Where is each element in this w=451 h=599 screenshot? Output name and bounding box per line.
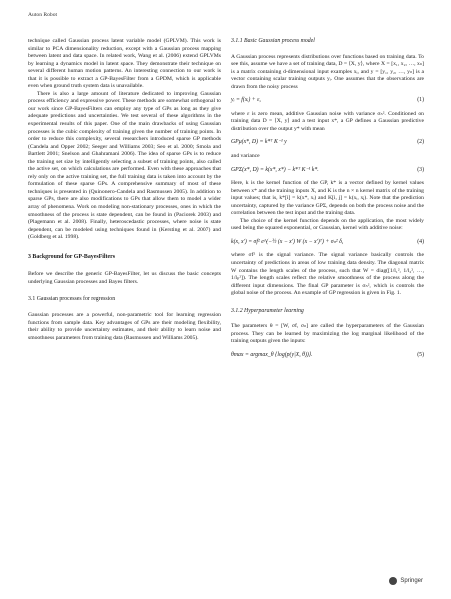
subsubsection-heading: 3.1.2 Hyperparameter learning bbox=[231, 307, 304, 314]
equation-body: θmax = argmax_θ {log(p(y|X, θ))}. bbox=[231, 351, 313, 358]
paragraph: Gaussian processes are a powerful, non-parametric tool for learning regression functions from sample data. Key advantages of GPs are their modeling flexibility, their ability to provide uncertainty estimates, and their ability to learn noise and smoothness parameters from training data (Rasmussen and Williams 2005). bbox=[28, 311, 221, 341]
equation-body: GPΣ(x*, D) = k(x*, x*) − k*ᵀ K⁻¹ k*. bbox=[231, 166, 319, 173]
publisher-name: Springer bbox=[400, 578, 423, 584]
publisher-mark bbox=[389, 577, 423, 585]
paragraph: and variance bbox=[231, 153, 260, 160]
equation-number: (3) bbox=[417, 166, 424, 173]
equation-number: (5) bbox=[417, 351, 424, 358]
subsection-heading: 3.1 Gaussian processes for regression bbox=[28, 296, 116, 303]
paragraph: A Gaussian process represents distributions over functions based on training data. To see this, assume we have a set of training data, D = ⟨X, y⟩, where X = [x₁, x₂, …, xₙ] is a matrix containing d-dimensional input examples xᵢ, and y = [y₁, y₂, …, yₙ] is a vector containing scalar training outputs yᵢ. One assumes that the observations are drawn from the noisy process bbox=[231, 53, 424, 90]
equation-number: (4) bbox=[417, 238, 424, 245]
section-heading: 3 Background for GP-BayesFilters bbox=[28, 253, 115, 260]
equation-1 bbox=[231, 97, 424, 105]
paragraph: The parameters θ = [W, σf, σₙ] are called the hyperparameters of the Gaussian process. They can be learned by maximizing the log marginal likelihood of the training outputs given the inputs: bbox=[231, 323, 424, 345]
paragraph: The choice of the kernel function depends on the application, the most widely used being the squared exponential, or Gaussian, kernel with additive noise: bbox=[231, 217, 424, 232]
paragraph: where ε is zero mean, additive Gaussian noise with variance σₙ². Conditioned on training data D = ⟨X, y⟩ and a test input x*, a GP defines a Gaussian predictive distribution over the output y* with mean bbox=[231, 110, 424, 132]
equation-2 bbox=[231, 139, 424, 147]
equation-body: k(x, x′) = σf² e^(−½ (x − x′) W (x − x′)ᵀ) + σₙ² δ, bbox=[231, 238, 344, 245]
springer-logo-icon bbox=[389, 577, 397, 585]
subsubsection-heading: 3.1.1 Basic Gaussian process model bbox=[231, 38, 315, 44]
paragraph: Before we describe the generic GP-BayesFilter, let us discuss the basic concepts underlying Gaussian processes and Bayes filters. bbox=[28, 271, 221, 285]
equation-number: (1) bbox=[417, 97, 424, 104]
left-column bbox=[28, 38, 221, 342]
equation-3 bbox=[231, 167, 424, 175]
paragraph: Here, k is the kernel function of the GP, k* is a vector defined by kernel values between x* and the training inputs X, and K is the n × n kernel matrix of the training input values; that is, k*[i] = k(x*, xᵢ) and K[i, j] = k(xᵢ, xⱼ). Note that the prediction uncertainty, captured by the variance GPΣ, depends on both the process noise and the correlation between the test input and the training data. bbox=[231, 180, 424, 217]
paragraph: technique called Gaussian process latent variable model (GPLVM). This work is similar to PCA dimensionality reduction, except with a Gaussian process mapping between latent and data space. In related work, Wang et al. (2006) extend GPLVMs by learning a dynamics model in latent space. They demonstrate their technique on several different human motion patterns. An interesting connection to our work is that it is possible to extract a GP-BayesFilter from a GPDM, which is applicable even when ground truth system data is unavailable. bbox=[28, 38, 221, 90]
equation-body: yᵢ = f(xᵢ) + ε, bbox=[231, 97, 261, 104]
equation-number: (2) bbox=[417, 139, 424, 146]
paragraph: There is also a large amount of literature dedicated to improving Gaussian process efficiency and expressive power. These methods are somewhat orthogonal to our work since GP-BayesFilters can employ any type of GPs as long as they give adequate predictions and uncertainties. We test several of these algorithms in the experimental results of this paper. One of the main drawbacks of using Gaussian processes is the cubic complexity of training given the number of training points. In order to reduce this complexity, several researchers introduced sparse GP methods (Candela and Opper 2002; Seeger and Williams 2003; Seo et al. 2000; Smola and Bartlett 2001; Snelson and Ghahramani 2006). The idea of sparse GPs is to reduce the training set size by intelligently selecting a subset of training points, also called the active set, on which calculations are performed. Even with these approaches that rely only on the active training set, the full training data is taken into account by the formulation of these sparse GPs. A comprehensive summary of most of these techniques is presented in (Quinonero-Candela and Rasmussen 2005). In addition to sparse GPs, there are also modifications to GPs that allow them to model a wider array of phenomena. Work on modeling non-stationary processes, ones in which the smoothness of the process is state dependent, can be found in (Paciorek 2003) and (Plagemann et al. 2008). Finally, heteroscedastic processes, where noise is state dependent, can be modeled using techniques found in (Kersting et al. 2007) and (Goldberg et al. 1998). bbox=[28, 90, 221, 241]
running-head: Auton Robot bbox=[28, 12, 58, 18]
equation-body: GPμ(x*, D) = k*ᵀ K⁻¹ y bbox=[231, 139, 287, 146]
paragraph: where σf² is the signal variance. The signal variance basically controls the uncertainty of predictions in areas of low training data density. The diagonal matrix W contains the length scales of the process, such that W = diag([1/l₁², 1/l₂², …, 1/lₚ²]). The length scales reflect the relative smoothness of the process along the different input dimensions. The final GP parameter is σₙ², which is controls the global noise of the process. An example of GP regression is given in Fig. 1. bbox=[231, 252, 424, 297]
equation-4 bbox=[231, 239, 424, 247]
equation-5 bbox=[231, 352, 424, 360]
right-column bbox=[231, 38, 424, 366]
